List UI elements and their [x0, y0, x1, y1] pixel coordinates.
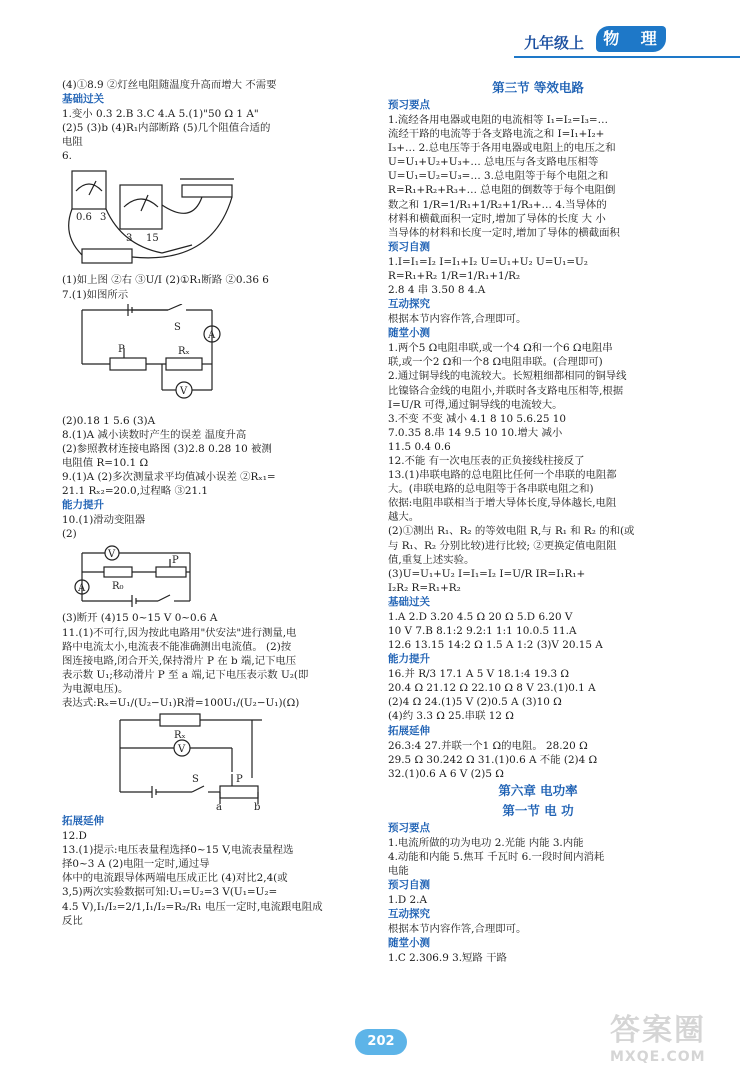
fig6-label-3a: 3 — [100, 212, 107, 224]
answer-line: 20.4 Ω 21.12 Ω 22.10 Ω 8 V 23.(1)0.1 A — [388, 682, 596, 695]
subhead-interactive: 互动探究 — [388, 298, 430, 311]
right-block-3 — [388, 312, 688, 326]
left-block-6 — [62, 611, 362, 710]
fig10-label-p: P — [172, 555, 179, 567]
answer-line: (3)断开 (4)15 0~15 V 0~0.6 A — [62, 612, 218, 625]
fig6-label-15: 15 — [146, 233, 159, 245]
figure-11-circuit — [62, 712, 362, 812]
answer-line: 体中的电流跟导体两端电压成正比 (4)对比2,4(或 — [62, 872, 288, 885]
answer-line: I₂R₂ R=R₁+R₂ — [388, 581, 461, 594]
answer-line: 32.(1)0.6 A 6 V (2)5 Ω — [388, 767, 504, 780]
fig11-label-v: V — [178, 744, 186, 756]
left-block-5 — [62, 513, 362, 541]
answer-line: 1.I=I₁=I₂ I=I₁+I₂ U=U₁+U₂ U=U₁=U₂ — [388, 255, 588, 268]
fig10-label-r0: R₀ — [112, 581, 124, 593]
right-block-1 — [388, 113, 688, 240]
answer-line: 数之和 1/R=1/R₁+1/R₂+1/R₃+… 4.当导体的 — [388, 198, 607, 211]
answer-line: 1.D 2.A — [388, 894, 427, 907]
answer-line: R=R₁+R₂+R₃+… 总电阻的倒数等于每个电阻倒 — [388, 184, 616, 197]
answer-line: 根据本节内容作答,合理即可。 — [388, 313, 527, 326]
subhead-ability: 能力提升 — [62, 499, 104, 512]
subhead-extension-right: 拓展延伸 — [388, 724, 430, 737]
subhead-interactive-2: 互动探究 — [388, 908, 430, 921]
answer-line: 3,5)两次实验数据可知:U₁=U₂=3 V(U₁=U₂= — [62, 886, 278, 899]
answer-line: 电阻 — [62, 136, 83, 149]
right-block-11 — [388, 951, 688, 965]
subhead-basic: 基础过关 — [62, 93, 104, 106]
answer-line: 根据本节内容作答,合理即可。 — [388, 923, 527, 936]
left-block-1 — [62, 78, 362, 92]
answer-line: 电阻值 R=10.1 Ω — [62, 456, 149, 469]
subhead-quiz: 随堂小测 — [388, 327, 430, 340]
answer-line: 29.5 Ω 30.242 Ω 31.(1)0.6 A 不能 (2)4 Ω — [388, 753, 598, 766]
answer-line: 9.(1)A (2)多次测量求平均值减小误差 ②Rₓ₁= — [62, 471, 276, 484]
right-block-6 — [388, 667, 688, 723]
right-block-9 — [388, 893, 688, 907]
fig11-label-s: S — [192, 774, 199, 786]
answer-line: 1.变小 0.3 2.B 3.C 4.A 5.(1)"50 Ω 1 A" — [62, 108, 259, 121]
answer-line: (2)①测出 R₁、R₂ 的等效电阻 R,与 R₁ 和 R₂ 的和(或 — [388, 525, 635, 538]
answer-line: 依据:电阻串联相当于增大导体长度,导体越长,电阻 — [388, 497, 617, 510]
answer-line: 电能 — [388, 865, 409, 878]
answer-line: 材料和横截面积一定时,增加了导体的长度 大 小 — [388, 212, 606, 225]
answer-line: 图连接电路,闭合开关,保持滑片 P 在 b 端,记下电压 — [62, 654, 297, 667]
answer-line: (4)①8.9 ②灯丝电阻随温度升高而增大 不需要 — [62, 79, 277, 91]
answer-line: 路中电流太小,电流表不能准确测出电流值。 (2)按 — [62, 640, 292, 653]
answer-line: 7.(1)如图所示 — [62, 288, 129, 301]
answer-line: 1.电流所做的功为电功 2.光能 内能 3.内能 — [388, 836, 584, 849]
fig6-label-3b: 3 — [126, 233, 133, 245]
answer-line: (2)4 Ω 24.(1)5 V (2)0.5 A (3)10 Ω — [388, 696, 562, 709]
answer-line: (2)5 (3)b (4)R₁内部断路 (5)几个阻值合适的 — [62, 122, 271, 135]
section-title-electric-work: 第一节 电 功 — [502, 802, 574, 818]
answer-line: 12.6 13.15 14:2 Ω 1.5 A 1:2 (3)V 20.15 A — [388, 639, 603, 652]
answer-line: 10.(1)滑动变阻器 — [62, 514, 146, 527]
right-block-7 — [388, 739, 688, 781]
answer-line: 2.8 4 串 3.50 8 4.A — [388, 284, 486, 297]
left-column — [62, 78, 362, 928]
answer-line: 流经干路的电流等于各支路电流之和 I=I₁+I₂+ — [388, 128, 605, 141]
watermark-logo — [610, 1005, 740, 1073]
right-block-4 — [388, 341, 688, 595]
answer-line: 6. — [62, 150, 72, 163]
answer-line: 当导体的材料和长度一定时,增加了导体的横截面积 — [388, 226, 620, 239]
figure-10-circuit — [62, 543, 362, 609]
left-block-7 — [62, 829, 362, 928]
answer-line: (4)约 3.3 Ω 25.串联 12 Ω — [388, 710, 514, 723]
figure-7-circuit — [62, 304, 362, 412]
fig11-label-b: b — [254, 802, 261, 813]
chapter-title-electric-power: 第六章 电功率 — [498, 782, 578, 798]
answer-line: 4.5 V),I₁/I₂=2/1,I₁/I₂=R₂/R₁ 电压一定时,电流跟电阻成 — [62, 900, 323, 913]
answer-line: 1.流经各用电器或电阻的电流相等 I₁=I₂=I₃=… — [388, 114, 609, 126]
page-number: 202 — [355, 1029, 407, 1055]
subhead-quiz-2: 随堂小测 — [388, 937, 430, 950]
answer-line: 26.3:4 27.并联一个1 Ω的电阻。 28.20 Ω — [388, 739, 588, 752]
answer-line: 7.0.35 8.串 14 9.5 10 10.增大 减小 — [388, 426, 563, 439]
subhead-preview-test: 预习自测 — [388, 240, 430, 253]
answer-line: 比镍铬合金线的电阻小,并联时各支路电压相等,根据 — [388, 384, 624, 397]
answer-line: 11.5 0.4 0.6 — [388, 440, 451, 453]
answer-line: 10 V 7.B 8.1:2 9.2:1 1:1 10.0.5 11.A — [388, 625, 577, 637]
watermark-bottom-text: MXQE.COM — [610, 1049, 706, 1065]
answer-line: 13.(1)提示:电压表量程选择0~15 V,电流表量程选 — [62, 844, 294, 857]
answer-line: 与 R₁、R₂ 分别比较)进行比较; ②更换定值电阻阻 — [388, 539, 617, 552]
subhead-extension: 拓展延伸 — [62, 815, 104, 828]
answer-line: 12.不能 有一次电压表的正负接线柱接反了 — [388, 454, 585, 467]
answer-line: 越大。 — [388, 511, 420, 524]
fig10-label-v: V — [108, 549, 116, 561]
answer-line: (2)参照教材连接电路图 (3)2.8 0.28 10 被测 — [62, 442, 272, 455]
answer-line: 表示数 U₁;移动滑片 P 至 a 端,记下电压表示数 U₂(即 — [62, 668, 309, 681]
answer-line: I₃+… 2.总电压等于各用电器或电阻上的电压之和 — [388, 142, 616, 155]
answer-line: 21.1 Rₓ₂=20.0,过程略 ③21.1 — [62, 485, 208, 498]
header-subject: 物 理 — [596, 26, 666, 52]
left-block-4 — [62, 414, 362, 499]
subhead-preview-test-2: 预习自测 — [388, 879, 430, 892]
answer-line: U=U₁=U₂=U₃=… 3.总电阻等于每个电阻之和 — [388, 170, 609, 183]
header-rule — [514, 56, 740, 58]
right-block-5 — [388, 610, 688, 652]
answer-line: U=U₁+U₂+U₃+… 总电压与各支路电压相等 — [388, 156, 599, 169]
answer-line: (3)U=U₁+U₂ I=I₁=I₂ I=U/R IR=I₁R₁+ — [388, 567, 586, 580]
section-title-equivalent-circuit: 第三节 等效电路 — [492, 80, 584, 95]
answer-line: 为电源电压)。 — [62, 682, 129, 695]
figure-6-physical-circuit — [62, 165, 362, 271]
answer-line: 8.(1)A 减小读数时产生的误差 温度升高 — [62, 428, 247, 441]
fig11-label-p: P — [236, 774, 243, 786]
watermark-top-text: 答案圈 — [610, 1013, 706, 1048]
right-block-2 — [388, 255, 688, 297]
right-block-10 — [388, 922, 688, 936]
answer-line: 3.不变 不变 减小 4.1 8 10 5.6.25 10 — [388, 412, 567, 425]
answer-line: 13.(1)串联电路的总电阻比任何一个串联的电阻都 — [388, 469, 617, 482]
left-block-2 — [62, 107, 362, 163]
fig7-label-v: V — [180, 385, 188, 397]
answer-line: (2)0.18 1 5.6 (3)A — [62, 414, 156, 427]
answer-line: 12.D — [62, 830, 87, 843]
subhead-ability-right: 能力提升 — [388, 653, 430, 666]
subhead-preview-points: 预习要点 — [388, 99, 430, 111]
right-block-8 — [388, 836, 688, 878]
answer-line: 联,或一个2 Ω和一个8 Ω电阻串联。(合理即可) — [388, 356, 603, 369]
fig7-label-a: A — [208, 329, 216, 341]
answer-line: 大。(串联电路的总电阻等于各串联电阻之和) — [388, 483, 594, 496]
answer-line: R=R₁+R₂ 1/R=1/R₁+1/R₂ — [388, 269, 521, 282]
fig6-label-0.6: 0.6 — [76, 212, 92, 224]
fig10-label-a: A — [78, 583, 86, 595]
answer-line: (2) — [62, 528, 77, 541]
answer-line: I=U/R 可得,通过铜导线的电流较大。 — [388, 398, 563, 411]
left-block-3 — [62, 273, 362, 301]
answer-line: 4.动能和内能 5.焦耳 千瓦时 6.一段时间内消耗 — [388, 850, 605, 863]
subhead-preview-points-2: 预习要点 — [388, 821, 430, 834]
answer-line: 2.通过铜导线的电流较大。长短粗细都相同的铜导线 — [388, 370, 627, 383]
answer-line: (1)如上图 ②右 ③U/I (2)①R₁断路 ②0.36 6 — [62, 274, 269, 287]
answer-line: 表达式:Rₓ=U₁/(U₂−U₁)R滑=100U₁/(U₂−U₁)(Ω) — [62, 696, 300, 709]
fig7-label-rx: Rₓ — [178, 345, 190, 357]
answer-line: 11.(1)不可行,因为按此电路用"伏安法"进行测量,电 — [62, 626, 297, 639]
subhead-basic-right: 基础过关 — [388, 595, 430, 608]
fig7-label-s: S — [174, 321, 181, 333]
answer-line: 1.C 2.306.9 3.短路 干路 — [388, 952, 507, 965]
right-column — [388, 78, 688, 965]
header-grade: 九年级上 — [524, 34, 585, 52]
fig11-label-a: a — [216, 802, 222, 813]
answer-line: 16.并 R/3 17.1 A 5 V 18.1:4 19.3 Ω — [388, 668, 570, 681]
answer-line: 1.两个5 Ω电阻串联,或一个4 Ω和一个6 Ω电阻串 — [388, 342, 613, 355]
answer-line: 择0~3 A (2)电阻一定时,通过导 — [62, 858, 210, 871]
answer-line: 反比 — [62, 914, 83, 927]
answer-line: 值,重复上述实验。 — [388, 553, 475, 566]
answer-line: 1.A 2.D 3.20 4.5 Ω 20 Ω 5.D 6.20 V — [388, 610, 573, 623]
fig11-label-rx: Rₓ — [174, 730, 186, 742]
fig7-label-p: P — [118, 343, 125, 355]
